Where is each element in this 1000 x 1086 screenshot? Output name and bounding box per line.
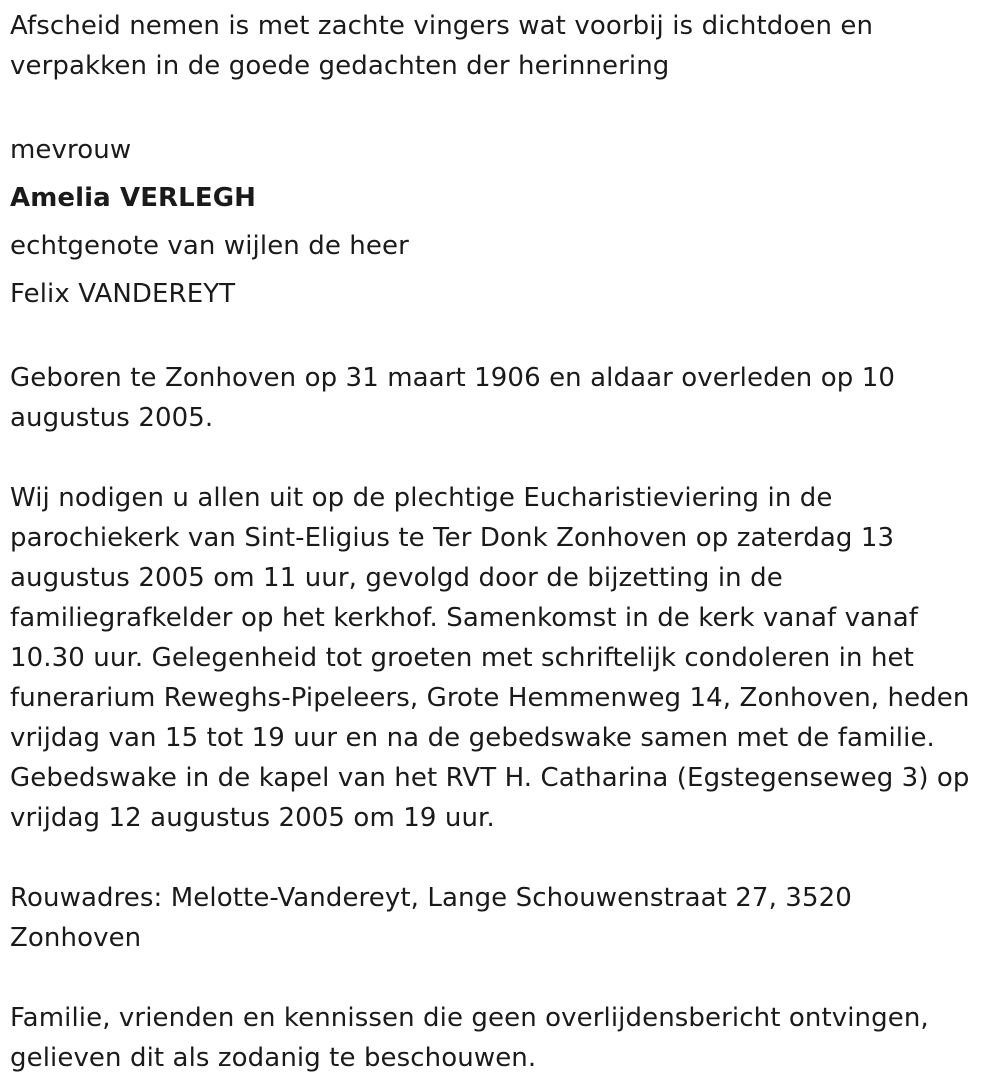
spacer: [10, 958, 992, 998]
closing-note: Familie, vrienden en kennissen die geen overlijdensbericht ontvingen, gelieven dit als zodanig te beschouwen.: [10, 1003, 929, 1073]
birth-death-text: Geboren te Zonhoven op 31 maart 1906 en aldaar overleden op 10 augustus 2005.: [10, 363, 895, 433]
spacer: [10, 86, 992, 126]
salutation: mevrouw: [10, 135, 132, 165]
obituary-notice: [10, 6, 992, 1078]
relation-text: echtgenote van wijlen de heer: [10, 231, 409, 261]
spacer: [10, 438, 992, 478]
deceased-name: Amelia VERLEGH: [10, 183, 257, 213]
spacer: [10, 318, 992, 358]
spouse-name: Felix VANDEREYT: [10, 279, 236, 309]
spacer: [10, 838, 992, 878]
opening-quote: Afscheid nemen is met zachte vingers wat voorbij is dichtdoen en verpakken in de goede gedachten der herinnering: [10, 11, 874, 81]
mourning-address: Rouwadres: Melotte-Vandereyt, Lange Schouwenstraat 27, 3520 Zonhoven: [10, 883, 852, 953]
ceremony-text: Wij nodigen u allen uit op de plechtige Eucharistieviering in de parochiekerk van Sint-Eligius te Ter Donk Zonhoven op zaterdag 13 augustus 2005 om 11 uur, gevolgd door de bijzetting in de familiegrafkelder op het kerkhof. Samenkomst in de kerk vanaf vanaf 10.30 uur. Gelegenheid tot groeten met schriftelijk condoleren in het funerarium Reweghs-Pipeleers, Grote Hemmenweg 14, Zonhoven, heden vrijdag van 15 tot 19 uur en na de gebedswake samen met de familie. Gebedswake in de kapel van het RVT H. Catharina (Egstegenseweg 3) op vrijdag 12 augustus 2005 om 19 uur.: [10, 483, 970, 833]
